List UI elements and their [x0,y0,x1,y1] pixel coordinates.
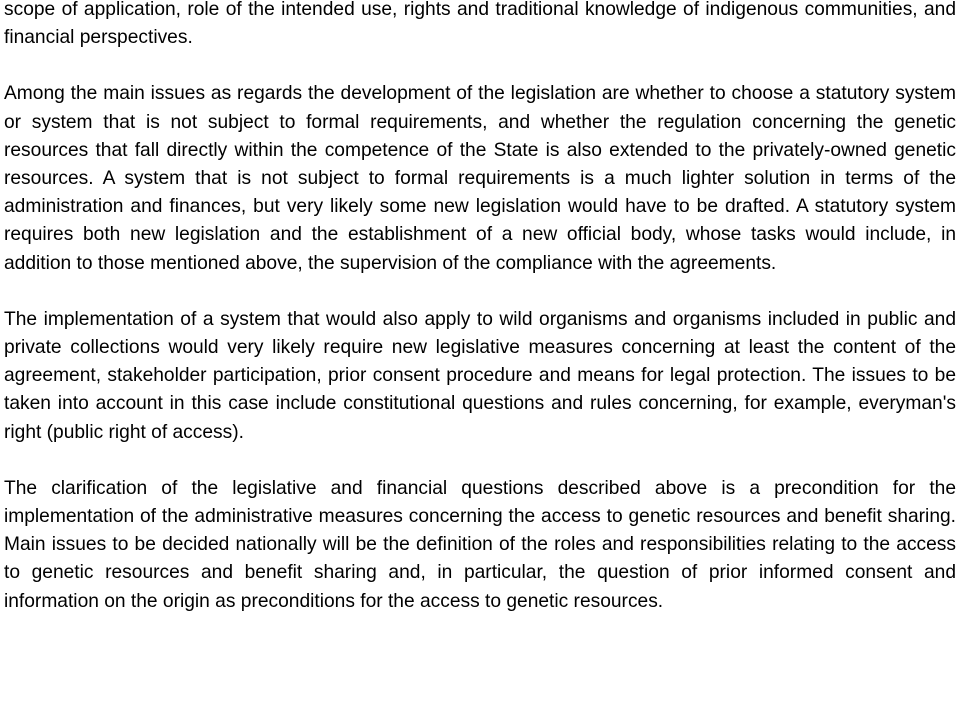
paragraph-financial-perspectives: scope of application, role of the intended use, rights and traditional knowledge of indigenous communities, and financial perspectives. [4,0,956,49]
paragraph-clarification: The clarification of the legislative and financial questions described above is a precondition for the implementation of the administrative measures concerning the access to genetic resources and benefit sharing. Main issues to be decided nationally will be the definition of the roles and responsibilities relating to the access to genetic resources and benefit sharing and, in particular, the question of prior informed consent and information on the origin as preconditions for the access to genetic resources. [4,477,956,612]
paragraph-implementation: The implementation of a system that would also apply to wild organisms and organisms included in public and private collections would very likely require new legislative measures concerning at least the content of the agreement, stakeholder participation, prior consent procedure and means for legal protection. The issues to be taken into account in this case include constitutional questions and rules concerning, for example, everyman's right (public right of access). [4,308,956,443]
document-page [4,0,956,644]
paragraph-legislation-issues: Among the main issues as regards the development of the legislation are whether to choose a statutory system or system that is not subject to formal requirements, and whether the regulation concerning the genetic resources that fall directly within the competence of the State is also extended to the privately-owned genetic resources. A system that is not subject to formal requirements is a much lighter solution in terms of the administration and finances, but very likely some new legislation would have to be drafted. A statutory system requires both new legislation and the establishment of a new official body, whose tasks would include, in addition to those mentioned above, the supervision of the compliance with the agreements. [4,83,956,274]
